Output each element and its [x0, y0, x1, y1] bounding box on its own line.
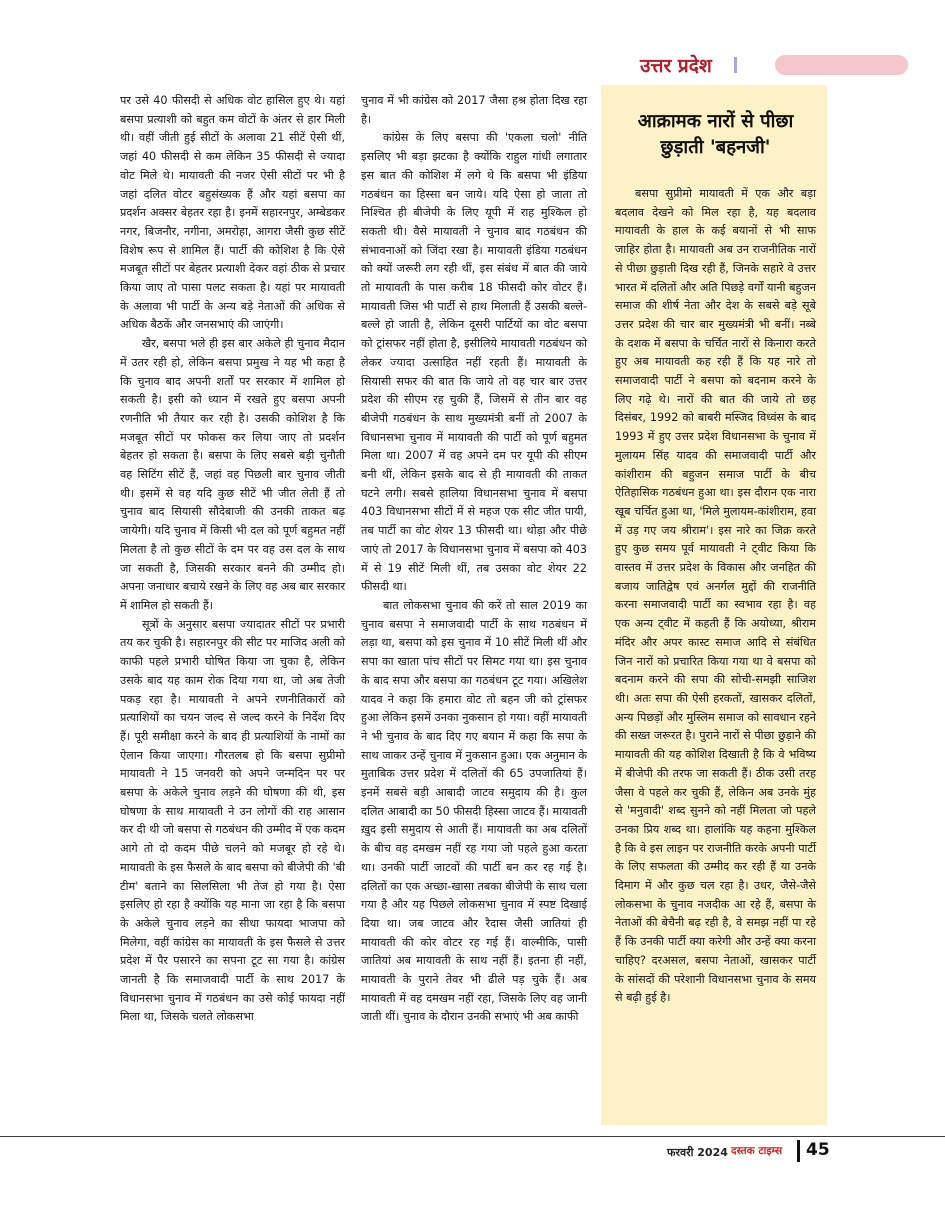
paragraph: बात लोकसभा चुनाव की करें तो साल 2019 का चुनाव बसपा ने समाजवादी पार्टी के साथ गठबंधन में लड़ा था, बसपा को इस चुनाव में 10 सीटें मिली थीं और सपा का खाता पांच सीटों पर सिमट गया था। इस चुनाव के बाद सपा और बसपा का गठबंधन टूट गया। अखिलेश यादव ने कहा कि हमारा वोट तो बहन जी को ट्रांसफर हुआ लेकिन इसमें उनका नुकसान हो गया। वहीं मायावती ने भी चुनाव के बाद दिए गए बयान में कहा कि सपा के साथ जाकर उन्हें चुनाव में नुकसान हुआ। एक अनुमान के मुताबिक उत्तर प्रदेश में दलितों की 65 उपजातियां हैं। इनमें सबसे बड़ी आबादी जाटव समुदाय की है। कुल दलित आबादी का 50 फीसदी हिस्सा जाटव हैं। मायावती ख़ुद इसी समुदाय से आती हैं। मायावती का अब दलितों के बीच वह दमखम नहीं रह गया जो पहले हुआ करता था। उनकी पार्टी जाटवों की पार्टी बन कर रह गई है। दलितों का एक अच्छा-खासा तबका बीजेपी के साथ चला गया है और यह पिछले लोकसभा चुनाव में स्पष्ट दिखाई दिया था। जब जाटव और रैदास जैसी जातियां ही मायावती की कोर वोटर रह गई हैं। वाल्मीकि, पासी जातियां अब मायावती के साथ नहीं हैं। इतना ही नहीं, मायावती के पुराने तेवर भी ढीले पड़ चुके हैं। अब मायावती में वह दमखम नहीं रहा, जिसके लिए वह जानी जाती थीं। चुनाव के दौरान उनकी सभाएं भी अब काफी: [361, 598, 587, 1024]
paragraph: पर उसे 40 फीसदी से अधिक वोट हासिल हुए थे। यहां बसपा प्रत्याशी को बहुत कम वोटों के अंतर से हार मिली थी। वहीं जीती हुई सीटों के अलावा 21 सीटें ऐसी थीं, जहां 40 फीसदी से कम लेकिन 35 फीसदी से ज्यादा वोट मिले थे। मायावती की नजर ऐसी सीटों पर भी है जहां दलित वोटर बहुसंख्यक हैं और यहां बसपा का प्रदर्शन अक्सर बेहतर रहा है। इनमें सहारनपुर, अम्बेडकर नगर, बिजनौर, नगीना, अमरोहा, आगरा जैसी कुछ सीटें विशेष रूप से शामिल हैं। पार्टी की कोशिश है कि ऐसे मजबूत सीटों पर बेहतर प्रत्याशी देकर वहां ठीक से प्रचार किया जाए तो पासा पलट सकता है। यहां पर मायावती के अलावा भी पार्टी के अन्य बड़े नेताओं की अधिक से अधिक बैठकें और जनसभाएं की जाएंगी।: [120, 94, 345, 332]
footer-divider: [797, 1140, 800, 1162]
paragraph: चुनाव में भी कांग्रेस को 2017 जैसा हश्र होता दिख रहा है।: [361, 94, 587, 126]
article-column-2: [361, 92, 587, 1027]
article-column-1: [120, 92, 345, 1027]
section-title: उत्तर प्रदेश: [640, 55, 712, 77]
page-number: 45: [806, 1140, 830, 1160]
paragraph: कांग्रेस के लिए बसपा की 'एकला चलो' नीति इसलिए भी बड़ा झटका है क्योंकि राहुल गांधी लगातार इस बात की कोशिश में लगे थे कि बसपा भी इंडिया गठबंधन का हिस्सा बन जाये। यदि ऐसा हो जाता तो निश्चित ही बीजेपी के लिए यूपी में राह मुश्किल हो सकती थी। वैसे मायावती ने चुनाव बाद गठबंधन की संभावनाओं को जिंदा रखा है। मायावती इंडिया गठबंधन को क्यों जरूरी लग रही थीं, इस संबंध में बात की जाये तो मायावती के पास करीब 18 फीसदी कोर वोटर हैं। मायावती जिस भी पार्टी से हाथ मिलाती हैं उसकी बल्ले-बल्ले हो जाती है, लेकिन दूसरी पार्टियों का वोट बसपा को ट्रांसफर नहीं होता है, इसीलिये मायावती गठबंधन को लेकर ज्यादा उत्साहित नहीं रहती हैं। मायावती के सियासी सफर की बात कि जाये तो वह चार बार उत्तर प्रदेश की सीएम रह चुकी हैं, जिसमें से तीन बार वह बीजेपी गठबंधन के साथ मुख्यमंत्री बनीं तो 2007 के विधानसभा चुनाव में मायावती की पार्टी को पूर्ण बहुमत मिला था। 2007 में वह अपने दम पर यूपी की सीएम बनी थीं, लेकिन इसके बाद से ही मायावती की ताकत घटने लगी। सबसे हालिया विधानसभा चुनाव में बसपा 403 विधानसभा सीटों में से महज एक सीट जीत पायी, तब पार्टी का वोट शेयर 13 फीसदी था। थोड़ा और पीछे जाएं तो 2017 के विधानसभा चुनाव में बसपा को 403 में से 19 सीटें मिली थीं, तब उसका वोट शेयर 22 फीसदी था।: [361, 131, 587, 594]
issue-month: फरवरी 2024: [667, 1146, 728, 1159]
sidebar-title: आक्रामक नारों से पीछा छुड़ाती 'बहनजी': [637, 111, 794, 158]
paragraph: सूत्रों के अनुसार बसपा ज्यादातर सीटों पर प्रभारी तय कर चुकी है। सहारनपुर की सीट पर माजिद अली को काफी पहले प्रभारी घोषित किया जा चुका है, लेकिन उसके बाद यह काम रोक दिया गया था, जो अब तेजी पकड़ रहा है। मायावती ने अपने रणनीतिकारों को प्रत्याशियों का चयन जल्द से जल्द करने के निर्देश दिए हैं। पूरी समीक्षा करने के बाद ही प्रत्याशियों के नामों का ऐलान किया जाएगा। गौरतलब हो कि बसपा सुप्रीमो मायावती ने 15 जनवरी को अपने जन्मदिन पर पर बसपा के अकेले चुनाव लड़ने की घोषणा की थी, इस घोषणा के साथ मायावती ने उन लोगों की राह आसान कर दी थी जो बसपा से गठबंधन की उम्मीद में एक कदम आगे तो दो कदम पीछे चलने को मजबूर हो रहे थे। मायावती के इस फैसले के बाद बसपा को बीजेपी की 'बी टीम' बताने का सिलसिला भी तेज हो गया है। ऐसा इसलिए हो रहा है क्योंकि यह माना जा रहा है कि बसपा के अकेले चुनाव लड़ने का सीधा फायदा भाजपा को मिलेगा, वहीं कांग्रेस का मायावती के इस फैसले से उत्तर प्रदेश में पैर पसारने का सपना टूट सा गया है। कांग्रेस जानती है कि समाजवादी पार्टी के साथ 2017 के विधानसभा चुनाव में गठबंधन का उसे कोई फायदा नहीं मिला था, जिसके चलते लोकसभा: [120, 617, 345, 1024]
sidebar-box: [601, 85, 827, 1125]
sidebar-body: बसपा सुप्रीमो मायावती में एक और बड़ा बदलाव देखने को मिल रहा है, यह बदलाव मायावती के हाल के कई बयानों से भी साफ जाहिर होता है। मायावती अब उन राजनीतिक नारों से पीछा छुड़ाती दिख रही हैं, जिनके सहारे वे उत्तर भारत में दलितों और अति पिछड़े वर्गों यानी बहुजन समाज की शीर्ष नेता और देश के सबसे बड़े सूबे उत्तर प्रदेश की चार बार मुख्यमंत्री भी बनीं। नब्बे के दशक में बसपा के चर्चित नारों से किनारा करते हुए अब मायावती कह रही हैं कि यह नारे तो समाजवादी पार्टी ने बसपा को बदनाम करने के लिए गढ़े थे। नारों की बात की जाये तो छह दिसंबर, 1992 को बाबरी मस्जिद विध्वंस के बाद 1993 में हुए उत्तर प्रदेश विधानसभा के चुनाव में मुलायम सिंह यादव की समाजवादी पार्टी और कांशीराम की बहुजन समाज पार्टी के बीच ऐतिहासिक गठबंधन हुआ था। इस दौरान एक नारा खूब चर्चित हुआ था, 'मिले मुलायम-कांशीराम, हवा में उड़ गए जय श्रीराम'। इस नारे का जिक्र करते हुए कुछ समय पूर्व मायावती ने ट्वीट किया कि वास्तव में उत्तर प्रदेश के विकास और जनहित की बजाय जातिद्वेष एवं अनर्गल मुद्दों की राजनीति करना समाजवादी पार्टी का स्वभाव रहा है। वह एक अन्य ट्वीट में कहती हैं कि अयोध्या, श्रीराम मंदिर और अपर कास्ट समाज आदि से संबंधित जिन नारों को प्रचारित किया गया था वे बसपा को बदनाम करने की सपा की सोची-समझी साजिश थी। अतः सपा की ऐसी हरकतों, खासकर दलितों, अन्य पिछड़ों और मुस्लिम समाज को सावधान रहने की सख्त जरूरत है। पुराने नारों से पीछा छुड़ाने की मायावती की यह कोशिश दिखाती है कि वे भविष्य में बीजेपी की तरफ जा सकती हैं। ठीक उसी तरह जैसा वे पहले कर चुकी हैं, लेकिन अब उनके मुंह से 'मनुवादी' शब्द सुनने को नहीं मिलता जो पहले उनका प्रिय शब्द था। हालांकि यह कहना मुश्किल है कि वे इस लाइन पर राजनीति करके अपनी पार्टी के लिए सफलता की उम्मीद कर रही हैं या उनके दिमाग में और कुछ चल रहा है। उधर, जैसे-जैसे लोकसभा के चुनाव नजदीक आ रहे हैं, बसपा के नेताओं की बेचैनी बढ़ रही है, वे समझ नहीं पा रहे हैं कि उनकी पार्टी क्या करेगी और उन्हें क्या करना चाहिए? दरअसल, बसपा नेताओं, खासकर पार्टी के सांसदों की परेशानी विधानसभा चुनाव के समय से बढ़ी हुई है।: [615, 187, 816, 1005]
header-decoration-pill: [775, 55, 908, 75]
header-separator: [734, 57, 737, 73]
footer-rule: [0, 1136, 945, 1137]
paragraph: खैर, बसपा भले ही इस बार अकेले ही चुनाव मैदान में उतर रही हो, लेकिन बसपा प्रमुख ने यह भी कहा है कि चुनाव बाद अपनी शर्तों पर सरकार में शामिल हो सकती है। इसी को ध्यान में रखते हुए बसपा अपनी रणनीति भी तैयार कर रही है। उसकी कोशिश है कि मजबूत सीटों पर फोकस कर लिया जाए तो प्रदर्शन बेहतर हो सकता है। बसपा के लिए सबसे बड़ी चुनौती वह सिटिंग सीटें हैं, जहां वह पिछली बार चुनाव जीती थी। इसमें से वह यदि कुछ सीटें भी जीत लेती हैं तो चुनाव बाद सियासी सौदेबाजी की उनकी ताकत बढ़ जायेगी। यदि चुनाव में किसी भी दल को पूर्ण बहुमत नहीं मिलता है तो कुछ सीटों के दम पर वह उस दल के साथ जा सकती है, जिसकी सरकार बनने की उम्मीद हो। अपना जनाधार बचाये रखने के लिए वह अब बार सरकार में शामिल हो सकती हैं।: [120, 337, 346, 612]
publication-logo: दस्तक टाइम्स: [731, 1145, 783, 1157]
